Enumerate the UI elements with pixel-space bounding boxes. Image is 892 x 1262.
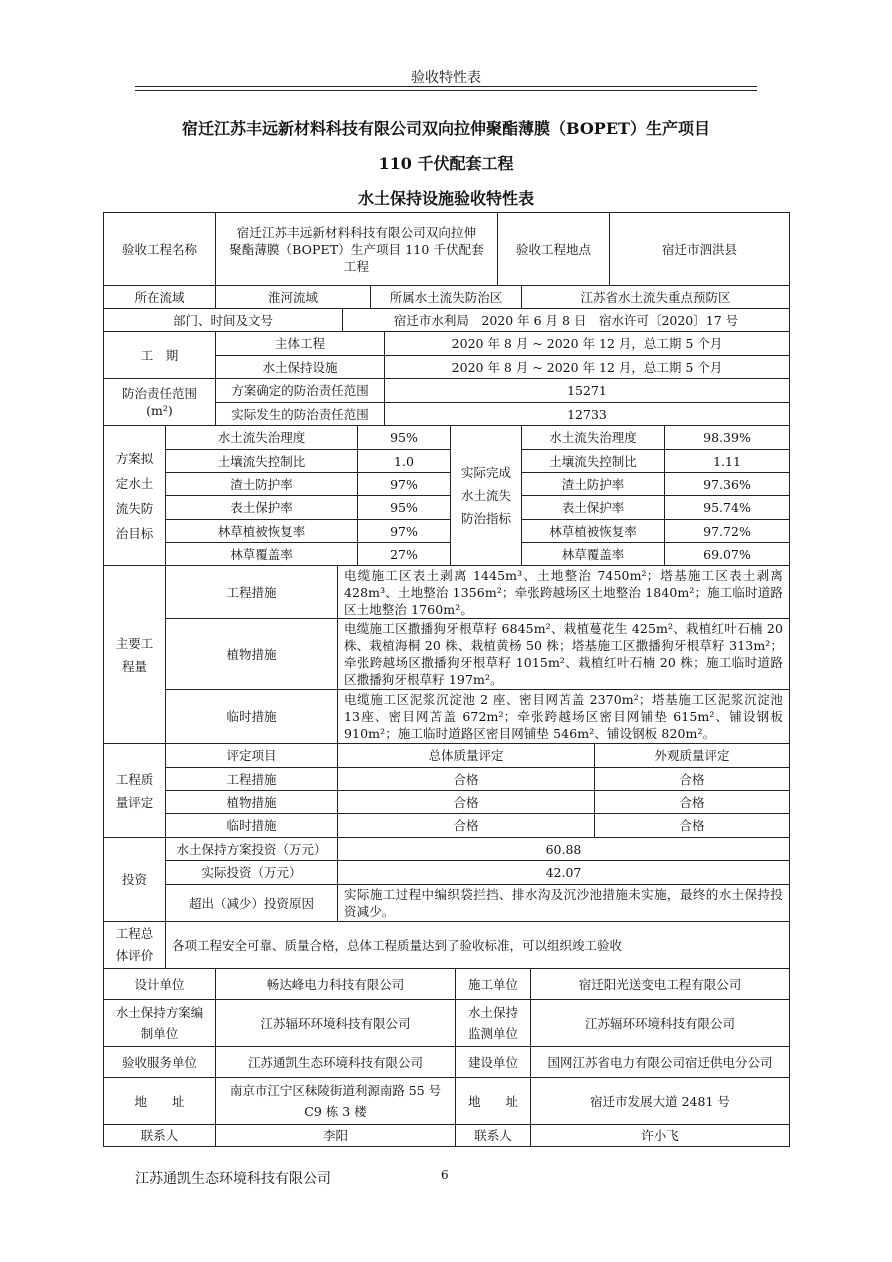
- invest-actual-label: 实际投资（万元）: [201, 865, 302, 880]
- plan-unit: 江苏辐环环境科技有限公司: [260, 1015, 411, 1031]
- contact-right: 许小飞: [641, 1128, 679, 1143]
- running-header: 验收特性表: [411, 70, 481, 86]
- quality-label: 工程质 量评定: [115, 771, 154, 810]
- project-name-label: 验收工程名称: [121, 241, 197, 257]
- location-label: 验收工程地点: [515, 241, 591, 257]
- indicator-name: 林草覆盖率: [230, 546, 293, 562]
- contact-label: 联系人: [140, 1128, 179, 1143]
- indicator-actual: 1.11: [713, 453, 741, 469]
- indicator-actual: 95.74%: [703, 500, 751, 515]
- indicator-target: 27%: [390, 546, 418, 562]
- address-right: 宿迁市发展大道 2481 号: [590, 1093, 730, 1109]
- zone-label: 所属水土流失防治区: [389, 289, 503, 305]
- monitor-unit-label: 水土保持 监测单位: [467, 1005, 518, 1041]
- works-label: 主要工 程量: [115, 635, 154, 674]
- quality-item: 临时措施: [226, 818, 277, 833]
- quality-item: 工程措施: [226, 771, 277, 787]
- invest-label: 投资: [121, 872, 147, 887]
- indicator-name-actual: 水土流失治理度: [549, 430, 637, 445]
- basin: 淮河流域: [267, 289, 318, 305]
- works-name: 临时措施: [226, 709, 277, 724]
- service-unit-label: 验收服务单位: [121, 1054, 197, 1070]
- indicator-target: 95%: [390, 500, 418, 515]
- indicator-target: 97%: [390, 476, 418, 492]
- quality-overall: 合格: [453, 794, 479, 810]
- scope-planned-label: 方案确定的防治责任范围: [231, 383, 369, 398]
- quality-appearance: 合格: [679, 794, 705, 810]
- quality-appearance: 合格: [679, 818, 705, 833]
- owner-unit: 国网江苏省电力有限公司宿迁供电分公司: [547, 1054, 773, 1070]
- address-left: 南京市江宁区秣陵街道利源南路 55 号 C9 栋 3 楼: [229, 1083, 442, 1119]
- address-label-right: 地 址: [467, 1093, 518, 1109]
- quality-head-appearance: 外观质量评定: [654, 748, 730, 763]
- quality-head-item: 评定项目: [226, 748, 277, 763]
- works-text: 电缆施工区表土剥离 1445m³、土地整治 7450m²；塔基施工区表土剥离 428m³、土地整治 1356m²；牵张跨越场区土地整治 1840m²；施工临时道路区土地整治 1760m²。: [344, 567, 783, 617]
- actual-label: 实际完成 水土流失 防治指标: [460, 465, 511, 526]
- indicator-name-actual: 林草覆盖率: [561, 546, 625, 562]
- period-swc-label: 水土保持设施: [262, 359, 338, 375]
- period-main: 2020 年 8 月 ~ 2020 年 12 月，总工期 5 个月: [451, 336, 723, 351]
- title-line-2: 110 千伏配套工程: [378, 154, 514, 173]
- period-swc: 2020 年 8 月 ~ 2020 年 12 月，总工期 5 个月: [451, 359, 723, 375]
- works-name: 植物措施: [226, 646, 277, 662]
- eval: 各项工程安全可靠、质量合格，总体工程质量达到了验收标准，可以组织竣工验收: [172, 937, 623, 953]
- scope-actual: 12733: [567, 406, 607, 422]
- indicator-target: 95%: [390, 430, 418, 445]
- indicator-target: 97%: [390, 523, 418, 539]
- indicator-actual: 97.72%: [703, 523, 751, 539]
- monitor-unit: 江苏辐环环境科技有限公司: [584, 1015, 735, 1031]
- project-name: 宿迁江苏丰远新材料科技有限公司双向拉伸 聚酯薄膜（BOPET）生产项目 110 千伏配套 工程: [229, 224, 484, 274]
- works-text: 电缆施工区撒播狗牙根草籽 6845m²、栽植蔓花生 425m²、栽植红叶石楠 20 株、栽植海桐 20 株、栽植黄杨 50 株；塔基施工区撒播狗牙根草籽 313m²；牵张跨越场区撒播狗牙根草籽 1015m²、栽植红叶石楠 20 株；施工临时道路区撒播狗牙根草籽 197m²。: [344, 621, 783, 687]
- construct-unit: 宿迁阳光送变电工程有限公司: [578, 976, 742, 992]
- title-line-3: 水土保持设施验收特性表: [357, 189, 534, 208]
- owner-unit-label: 建设单位: [467, 1054, 518, 1070]
- eval-label: 工程总 体评价: [115, 926, 154, 963]
- targets-label: 方案拟 定水土 流失防 治目标: [115, 450, 154, 541]
- invest-plan: 60.88: [545, 841, 582, 857]
- indicator-actual: 98.39%: [703, 430, 751, 445]
- plan-unit-label: 水土保持方案编 制单位: [115, 1005, 204, 1041]
- scope-label: 防治责任范围 (m²): [121, 386, 197, 418]
- indicator-name: 水土流失治理度: [217, 430, 306, 445]
- design-unit-label: 设计单位: [134, 976, 185, 992]
- location: 宿迁市泗洪县: [661, 241, 737, 257]
- indicator-name-actual: 表土保护率: [561, 500, 625, 515]
- indicator-name: 表土保护率: [230, 500, 293, 515]
- indicator-name: 林草植被恢复率: [217, 523, 306, 539]
- indicator-name-actual: 林草植被恢复率: [549, 523, 637, 539]
- contact-label-right: 联系人: [474, 1128, 512, 1143]
- invest-reason-label: 超出（减少）投资原因: [188, 895, 314, 911]
- title-line-1: 宿迁江苏丰远新材料科技有限公司双向拉伸聚酯薄膜（BOPET）生产项目: [182, 119, 710, 138]
- indicator-actual: 97.36%: [703, 476, 751, 492]
- design-unit: 畅达峰电力科技有限公司: [266, 976, 405, 992]
- invest-actual: 42.07: [545, 865, 582, 880]
- basin-label: 所在流域: [134, 289, 185, 305]
- quality-head-overall: 总体质量评定: [428, 748, 504, 763]
- approval-label: 部门、时间及文号: [172, 312, 273, 328]
- invest-reason: 实际施工过程中编织袋拦挡、排水沟及沉沙池措施未实施，最终的水土保持投资减少。: [344, 887, 783, 919]
- address-label: 地 址: [134, 1093, 185, 1109]
- invest-plan-label: 水土保持方案投资（万元）: [176, 841, 327, 857]
- scope-planned: 15271: [567, 383, 607, 398]
- period-main-label: 主体工程: [274, 336, 325, 351]
- zone: 江苏省水土流失重点预防区: [580, 289, 731, 305]
- indicator-name: 土壤流失控制比: [217, 453, 306, 469]
- footer-company: 江苏通凯生态环境科技有限公司: [135, 1171, 331, 1187]
- period-label: 工 期: [140, 347, 179, 363]
- quality-overall: 合格: [453, 771, 479, 787]
- scope-actual-label: 实际发生的防治责任范围: [231, 406, 369, 422]
- quality-appearance: 合格: [679, 771, 705, 787]
- page-number: 6: [441, 1168, 449, 1182]
- works-name: 工程措施: [226, 584, 277, 600]
- quality-item: 植物措施: [226, 794, 277, 810]
- indicator-actual: 69.07%: [703, 546, 751, 562]
- works-text: 电缆施工区泥浆沉淀池 2 座、密目网苫盖 2370m²；塔基施工区泥浆沉淀池 13座、密目网苫盖 672m²；牵张跨越场区密目网铺垫 615m²、铺设钢板 910m²；施工临时道路区密目网铺垫 546m²、铺设钢板 820m²。: [344, 692, 783, 741]
- indicator-name-actual: 渣土防护率: [561, 476, 625, 492]
- indicator-name-actual: 土壤流失控制比: [549, 453, 637, 469]
- contact-left: 李阳: [322, 1128, 348, 1143]
- approval: 宿迁市水利局 2020 年 6 月 8 日 宿水许可〔2020〕17 号: [393, 312, 739, 328]
- indicator-name: 渣土防护率: [230, 476, 293, 492]
- indicator-target: 1.0: [394, 453, 414, 469]
- construct-unit-label: 施工单位: [467, 976, 518, 992]
- service-unit: 江苏通凯生态环境科技有限公司: [247, 1054, 423, 1070]
- quality-overall: 合格: [453, 818, 479, 833]
